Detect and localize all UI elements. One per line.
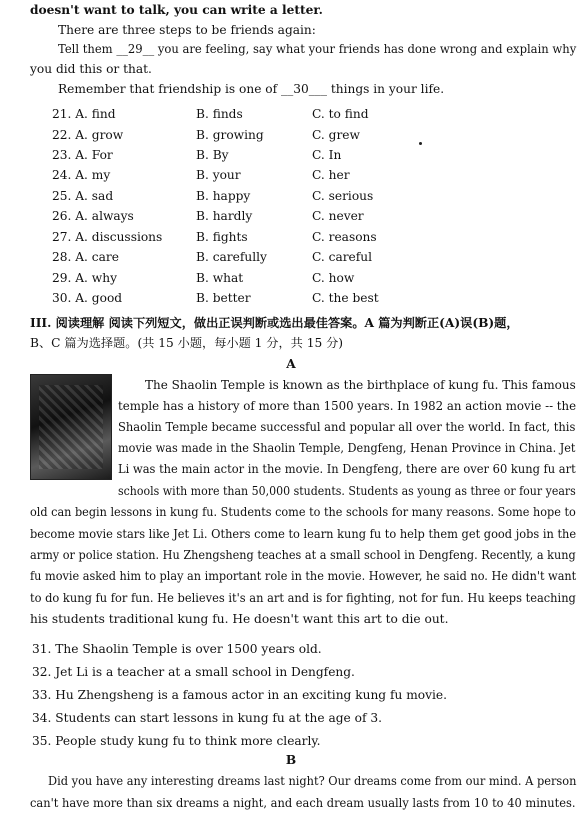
section-header-line-2: B、C 篇为选择题。(共 15 小题，每小题 1 分，共 15 分) <box>30 336 344 350</box>
intro-line-5: Remember that friendship is one of __30___ things in your life. <box>58 82 445 96</box>
option-c: C. reasons <box>312 230 377 244</box>
passage-b-line: Did you have any interesting dreams last night? Our dreams come from our mind. A person <box>48 774 577 788</box>
option-b: B. hardly <box>196 209 253 223</box>
option-a: 26. A. always <box>52 209 134 223</box>
option-a: 24. A. my <box>52 168 111 182</box>
question-item: 34. Students can start lessons in kung fu at the age of 3. <box>32 711 382 725</box>
passage-a-line: fu movie asked him to play an important role in the movie. However, he said no. He didn't want <box>30 569 577 583</box>
option-c: C. how <box>312 271 355 285</box>
option-c: C. to find <box>312 107 369 121</box>
option-b: B. carefully <box>196 250 267 264</box>
option-b: B. growing <box>196 128 264 142</box>
passage-a-line: old can begin lessons in kung fu. Students come to the schools for many reasons. Some hope to <box>30 505 576 519</box>
intro-line-2: There are three steps to be friends again: <box>58 23 316 37</box>
option-c: C. grew <box>312 128 360 142</box>
option-a: 25. A. sad <box>52 189 114 203</box>
intro-line-3: Tell them __29__ you are feeling, say what your friends has done wrong and explain why <box>58 42 577 56</box>
option-c: C. careful <box>312 250 373 264</box>
option-a: 27. A. discussions <box>52 230 163 244</box>
option-b: B. fights <box>196 230 248 244</box>
speck-mark <box>419 142 422 145</box>
option-a: 28. A. care <box>52 250 119 264</box>
option-c: C. serious <box>312 189 374 203</box>
option-c: C. In <box>312 148 342 162</box>
passage-a-line: movie was made in the Shaolin Temple, Dengfeng, Henan Province in China. Jet <box>118 441 576 455</box>
passage-a-label: A <box>286 357 296 371</box>
passage-a-line: Shaolin Temple became successful and popular all over the world. In fact, this <box>118 420 576 434</box>
option-b: B. your <box>196 168 241 182</box>
option-a: 21. A. find <box>52 107 116 121</box>
passage-b-line: can't have more than six dreams a night, and each dream usually lasts from 10 to 40 minutes. <box>30 796 576 810</box>
option-a: 29. A. why <box>52 271 117 285</box>
question-item: 35. People study kung fu to think more clearly. <box>32 734 321 748</box>
option-a: 23. A. For <box>52 148 113 162</box>
option-b: B. better <box>196 291 251 305</box>
question-item: 31. The Shaolin Temple is over 1500 years old. <box>32 642 322 656</box>
passage-a-line: become movie stars like Jet Li. Others come to learn kung fu to help them get good jobs in the <box>30 527 577 541</box>
option-c: C. never <box>312 209 364 223</box>
option-a: 22. A. grow <box>52 128 124 142</box>
option-c: C. the best <box>312 291 379 305</box>
passage-a-line: The Shaolin Temple is known as the birthplace of kung fu. This famous <box>145 378 576 392</box>
intro-line-4: you did this or that. <box>30 62 152 76</box>
passage-a-line: temple has a history of more than 1500 years. In 1982 an action movie -- the <box>118 399 577 413</box>
shaolin-photo <box>30 374 112 480</box>
question-item: 32. Jet Li is a teacher at a small school in Dengfeng. <box>32 665 355 679</box>
passage-a-line: to do kung fu for fun. He believes it's an art and is for fighting, not for fun. Hu keeps teaching <box>30 591 576 605</box>
passage-a-line: army or police station. Hu Zhengsheng teaches at a small school in Dengfeng. Recently, a kung <box>30 548 576 562</box>
option-c: C. her <box>312 168 350 182</box>
option-b: B. finds <box>196 107 243 121</box>
question-item: 33. Hu Zhengsheng is a famous actor in an exciting kung fu movie. <box>32 688 447 702</box>
option-b: B. happy <box>196 189 251 203</box>
option-a: 30. A. good <box>52 291 123 305</box>
passage-a-line: his students traditional kung fu. He doesn't want this art to die out. <box>30 612 449 626</box>
passage-a-line: Li was the main actor in the movie. In Dengfeng, there are over 60 kung fu art <box>118 462 576 476</box>
passage-b-label: B <box>285 753 297 767</box>
option-b: B. By <box>196 148 229 162</box>
intro-line-1: doesn't want to talk, you can write a letter. <box>30 3 323 17</box>
section-header-line-1: III. 阅读理解 阅读下列短文，做出正误判断或选出最佳答案。A 篇为判断正(A)误(B)题， <box>30 316 519 330</box>
passage-a-line: schools with more than 50,000 students. Students as young as three or four years <box>118 484 576 498</box>
option-b: B. what <box>196 271 244 285</box>
